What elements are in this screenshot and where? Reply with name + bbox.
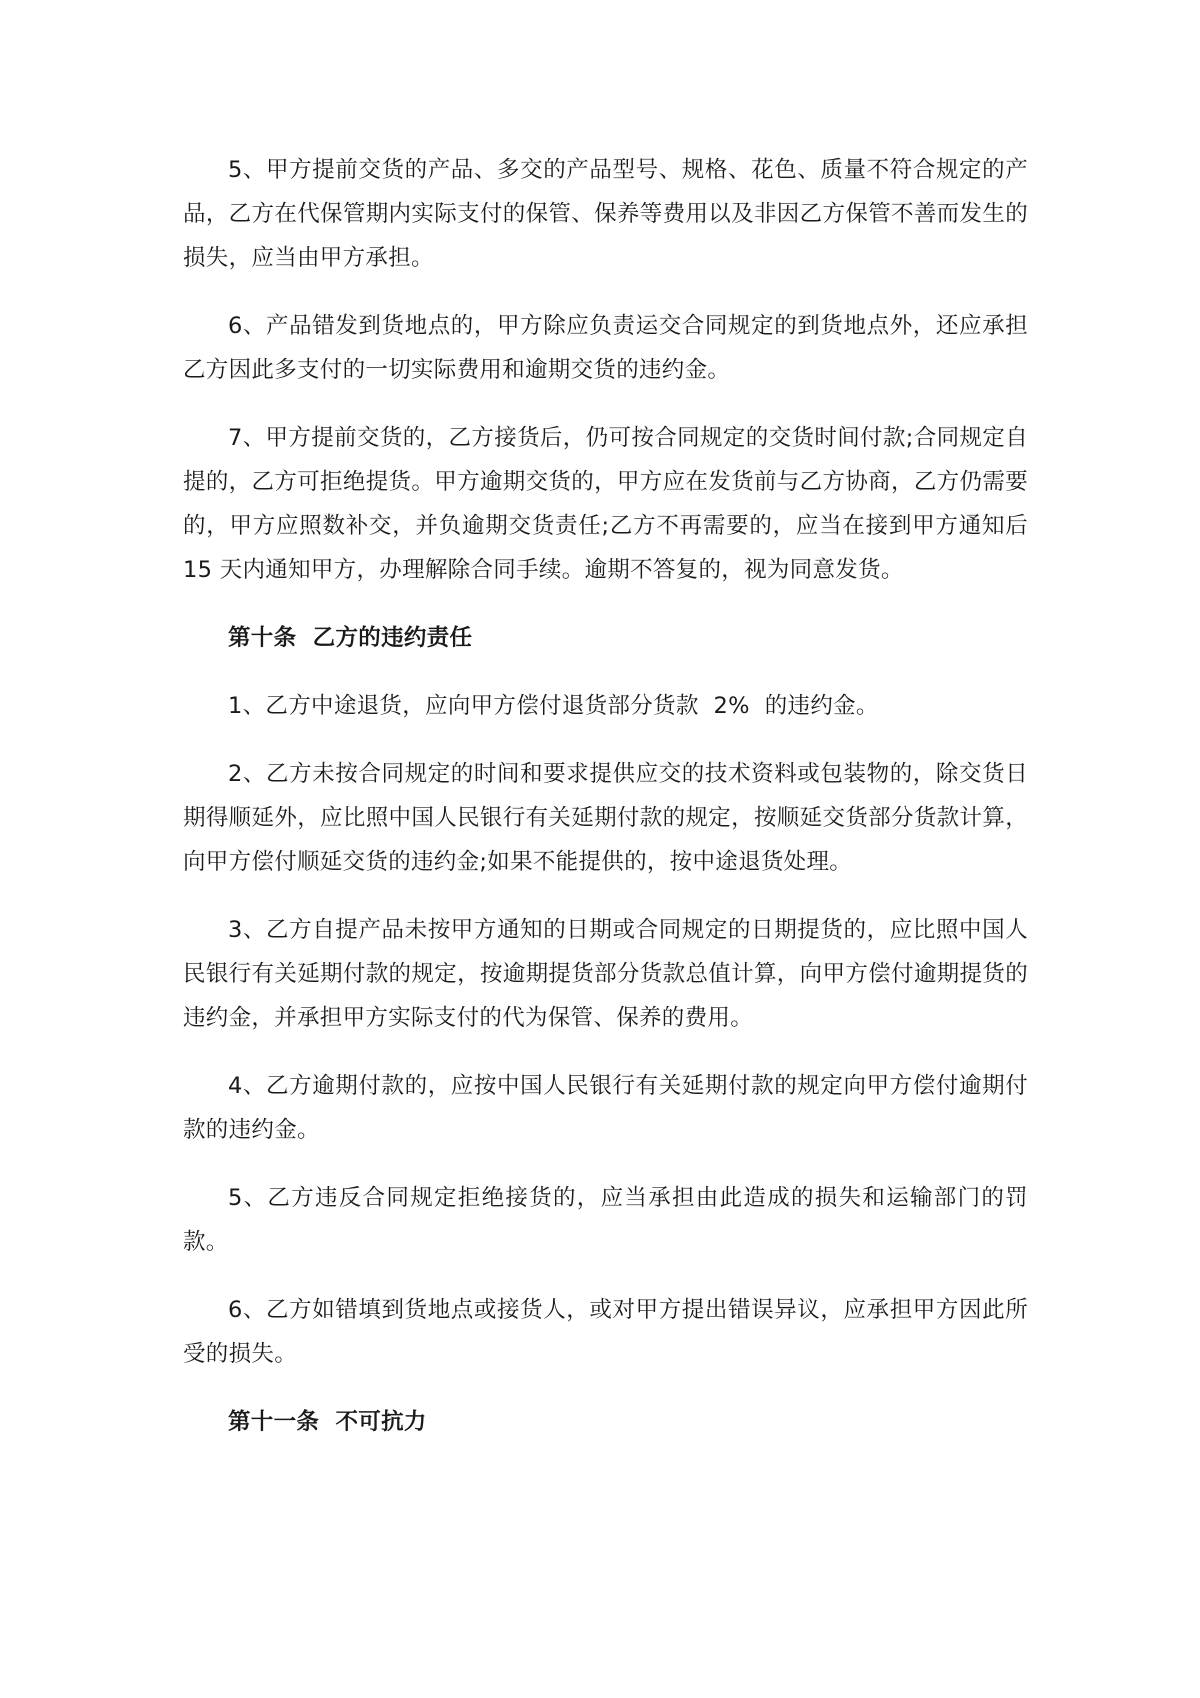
clause-paragraph: 7、甲方提前交货的，乙方接货后，仍可按合同规定的交货时间付款;合同规定自提的，乙方可拒绝提货。甲方逾期交货的，甲方应在发货前与乙方协商，乙方仍需要的，甲方应照数补交，并负逾期交货责任;乙方不再需要的，应当在接到甲方通知后 15 天内通知甲方，办理解除合同手续。逾期不答复的，视为同意发货。: [183, 425, 1028, 583]
clause-paragraph: 6、乙方如错填到货地点或接货人，或对甲方提出错误异议，应承担甲方因此所受的损失。: [183, 1297, 1028, 1367]
section-heading: 第十一条 不可抗力: [228, 1409, 427, 1435]
clause-paragraph: 5、甲方提前交货的产品、多交的产品型号、规格、花色、质量不符合规定的产品，乙方在代保管期内实际支付的保管、保养等费用以及非因乙方保管不善而发生的损失，应当由甲方承担。: [183, 157, 1028, 271]
clause-paragraph: 3、乙方自提产品未按甲方通知的日期或合同规定的日期提货的，应比照中国人民银行有关延期付款的规定，按逾期提货部分货款总值计算，向甲方偿付逾期提货的违约金，并承担甲方实际支付的代为保管、保养的费用。: [183, 917, 1028, 1031]
clause-paragraph: 6、产品错发到货地点的，甲方除应负责运交合同规定的到货地点外，还应承担乙方因此多支付的一切实际费用和逾期交货的违约金。: [183, 313, 1028, 383]
clause-paragraph: 2、乙方未按合同规定的时间和要求提供应交的技术资料或包装物的，除交货日期得顺延外，应比照中国人民银行有关延期付款的规定，按顺延交货部分货款计算，向甲方偿付顺延交货的违约金;如果不能提供的，按中途退货处理。: [183, 761, 1028, 875]
clause-paragraph: 1、乙方中途退货，应向甲方偿付退货部分货款 2% 的违约金。: [228, 693, 879, 719]
clause-paragraph: 4、乙方逾期付款的，应按中国人民银行有关延期付款的规定向甲方偿付逾期付款的违约金。: [183, 1073, 1028, 1143]
clause-paragraph: 5、乙方违反合同规定拒绝接货的，应当承担由此造成的损失和运输部门的罚款。: [183, 1185, 1028, 1255]
section-heading: 第十条 乙方的违约责任: [228, 625, 473, 651]
document-body: [183, 148, 1028, 1468]
